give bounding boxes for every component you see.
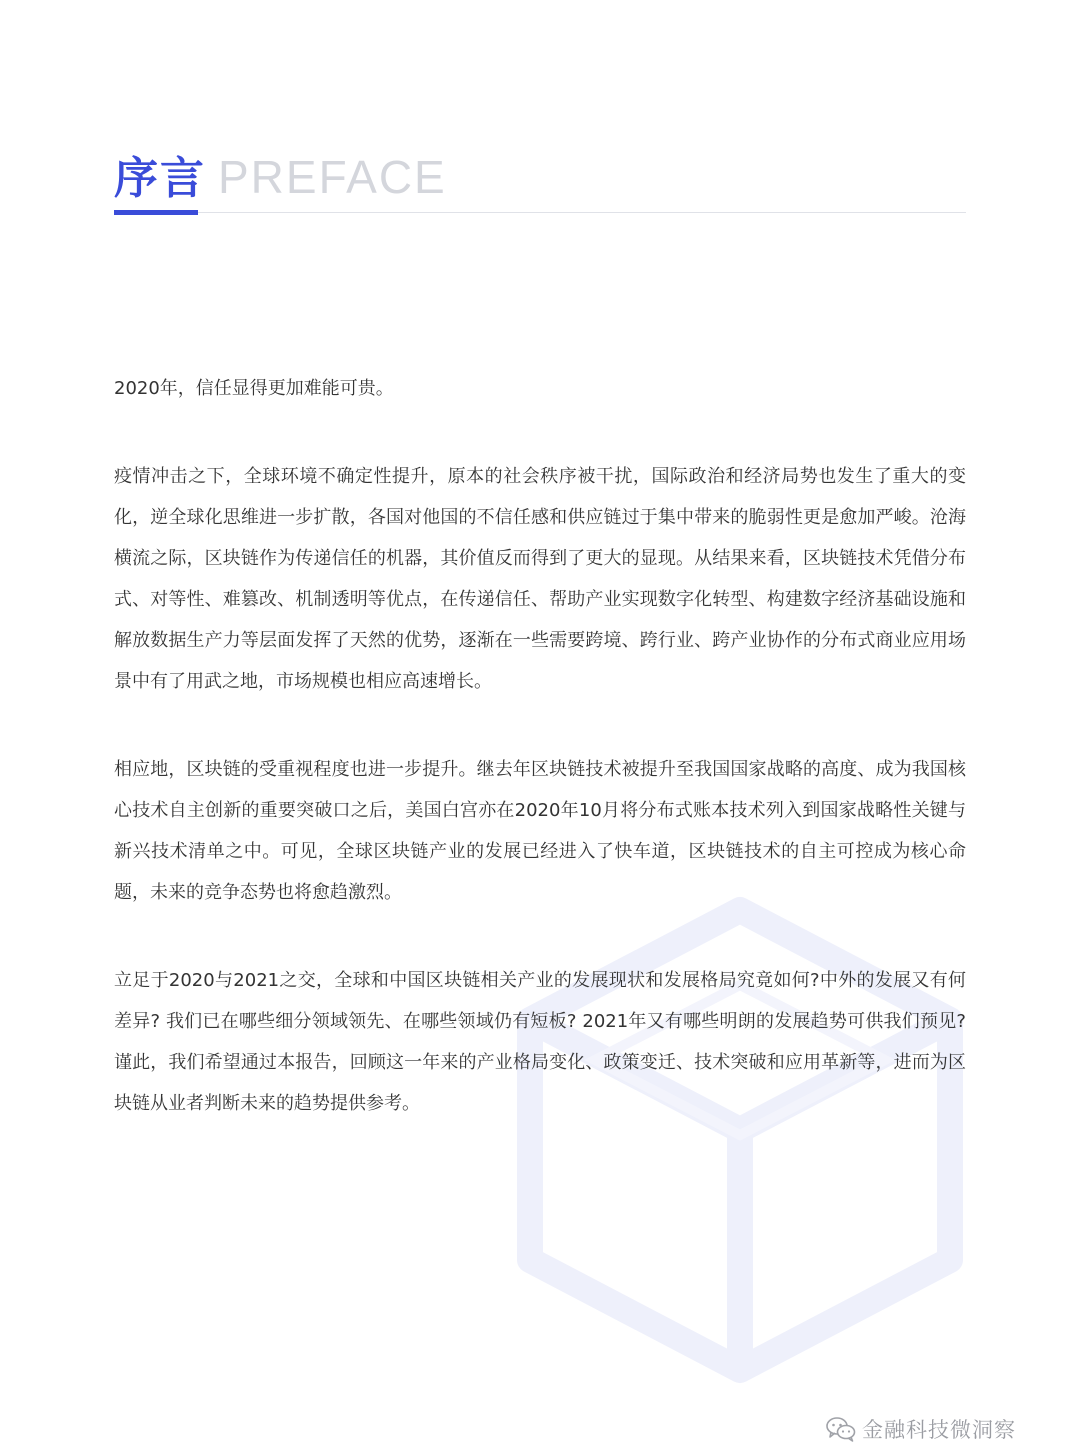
brand-name: 金融科技微洞察: [862, 1418, 1016, 1442]
header-accent-bar: [114, 210, 198, 215]
footer-brand: [826, 1414, 1016, 1444]
paragraph-trust: 疫情冲击之下，全球环境不确定性提升，原本的社会秩序被干扰，国际政治和经济局势也发生了重大的变化，逆全球化思维进一步扩散，各国对他国的不信任感和供应链过于集中带来的脆弱性更是愈加严峻。沧海横流之际，区块链作为传递信任的机器，其价值反而得到了更大的显现。从结果来看，区块链技术凭借分布式、对等性、难篡改、机制透明等优点，在传递信任、帮助产业实现数字化转型、构建数字经济基础设施和解放数据生产力等层面发挥了天然的优势，逐渐在一些需要跨境、跨行业、跨产业协作的分布式商业应用场景中有了用武之地，市场规模也相应高速增长。: [114, 466, 966, 692]
page-header: [114, 142, 966, 222]
title-chinese: 序言: [114, 153, 206, 204]
header-divider: [114, 212, 966, 213]
preface-body: [114, 368, 966, 1124]
paragraph-strategy: 相应地，区块链的受重视程度也进一步提升。继去年区块链技术被提升至我国国家战略的高度、成为我国核心技术自主创新的重要突破口之后，美国白宫亦在2020年10月将分布式账本技术列入到国家战略性关键与新兴技术清单之中。可见，全球区块链产业的发展已经进入了快车道，区块链技术的自主可控成为核心命题，未来的竞争态势也将愈趋激烈。: [114, 759, 966, 903]
title-english: PREFACE: [218, 151, 447, 203]
wechat-icon: [826, 1416, 856, 1442]
page-title: [114, 142, 966, 206]
paragraph-intro: 2020年，信任显得更加难能可贵。: [114, 378, 394, 399]
paragraph-outlook: 立足于2020与2021之交，全球和中国区块链相关产业的发展现状和发展格局究竟如何?中外的发展又有何差异? 我们已在哪些细分领域领先、在哪些领域仍有短板? 2021年又有哪些明朗的发展趋势可供我们预见? 谨此，我们希望通过本报告，回顾这一年来的产业格局变化、政策变迁、技术突破和应用革新等，进而为区块链从业者判断未来的趋势提供参考。: [114, 970, 966, 1114]
